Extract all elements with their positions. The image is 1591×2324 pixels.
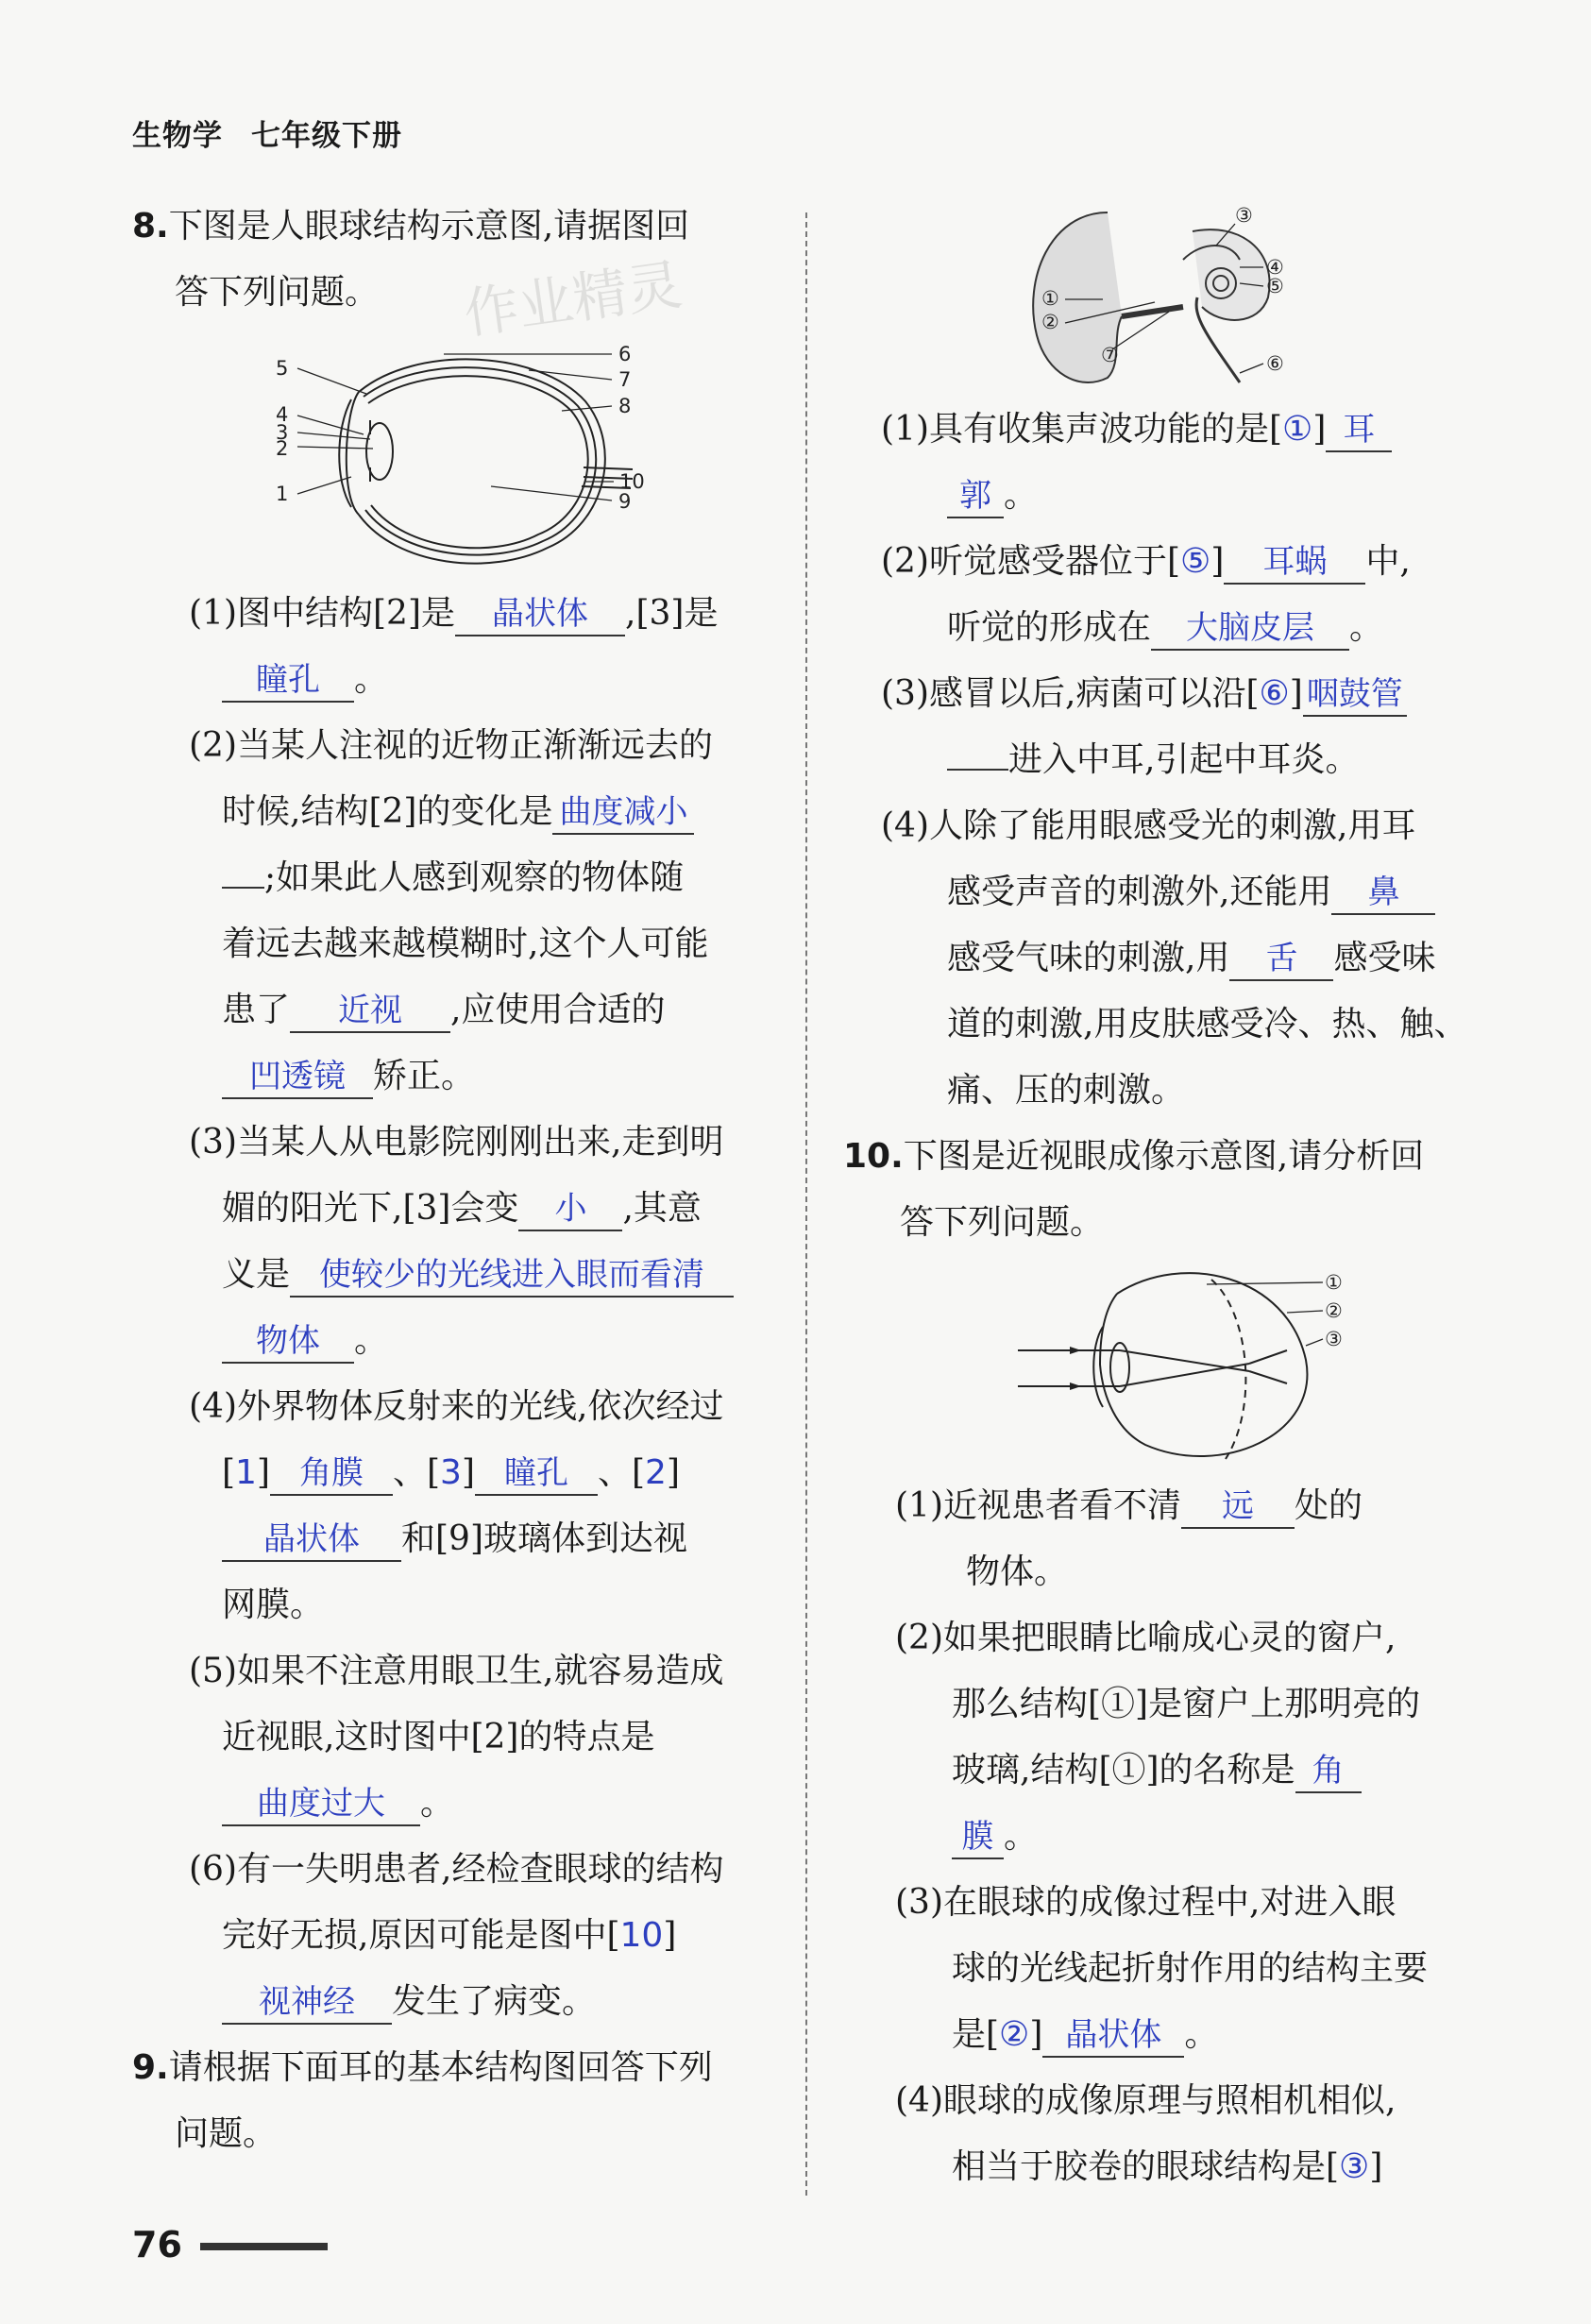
- q8-p3-text: 义是: [222, 1255, 291, 1294]
- eyeball-diagram: [132, 326, 774, 581]
- question-10: [843, 1124, 1504, 2200]
- q8-p6-text: ]: [663, 1916, 677, 1955]
- q9-p3-text: 进入中耳,引起中耳炎。: [1008, 740, 1360, 779]
- q8-p2-text: 患了: [222, 991, 291, 1029]
- answer-blank[interactable]: 舌: [1229, 938, 1333, 981]
- q9-p4-text: 感受气味的刺激,用: [947, 939, 1230, 977]
- eye-label-7: 7: [618, 368, 632, 391]
- q10-p2-text: 。: [1004, 1817, 1039, 1856]
- page-number: 76: [132, 2224, 182, 2265]
- watermark: 作业精灵: [460, 252, 686, 347]
- page-number-bar: [200, 2243, 328, 2250]
- eye-label-3: 3: [276, 421, 289, 444]
- answer-blank[interactable]: 曲度减小: [552, 791, 694, 835]
- q10-p1-text: 物体。: [966, 1552, 1069, 1591]
- question-number: 9.: [132, 2048, 169, 2087]
- eye-label-2: 2: [276, 437, 289, 460]
- q9-p4-text: 感受声音的刺激外,还能用: [947, 873, 1332, 911]
- answer-number: ②: [999, 2015, 1030, 2054]
- answer-number: 10: [619, 1916, 664, 1955]
- myopia-label-3: ③: [1325, 1328, 1343, 1350]
- ear-label-4: ④: [1266, 256, 1284, 279]
- myopia-label-1: ①: [1325, 1271, 1343, 1294]
- answer-blank[interactable]: 物体: [222, 1320, 354, 1364]
- q8-p6-text: 发生了病变。: [392, 1982, 597, 2021]
- answer-blank-cont: [947, 769, 1008, 771]
- q10-p3-text: (3)在眼球的成像过程中,对进入眼: [895, 1883, 1396, 1922]
- ear-label-3: ③: [1235, 204, 1253, 227]
- left-column: [132, 194, 774, 2167]
- q9-p2-text: 。: [1349, 608, 1384, 647]
- grade-title: 七年级下册: [251, 119, 402, 153]
- q8-p6-text: (6)有一失明患者,经检查眼球的结构: [189, 1850, 724, 1889]
- answer-number: 2: [645, 1453, 667, 1492]
- question-number: 10.: [843, 1137, 904, 1176]
- q9-p1-text: ]: [1312, 410, 1327, 449]
- ear-label-6: ⑥: [1266, 352, 1284, 375]
- ear-label-5: ⑤: [1266, 275, 1284, 297]
- q9-p2-text: ]: [1210, 542, 1225, 581]
- q8-p6-text: 完好无损,原因可能是图中[: [222, 1916, 620, 1955]
- ear-label-1: ①: [1041, 287, 1059, 310]
- q8-p3-text: ,其意: [622, 1189, 702, 1228]
- q8-p5-text: 。: [420, 1784, 455, 1823]
- q10-p3-text: ]: [1029, 2015, 1043, 2054]
- q10-p4-text: ]: [1369, 2147, 1383, 2186]
- answer-blank[interactable]: 郭: [947, 475, 1004, 518]
- right-column: [843, 194, 1504, 2200]
- answer-number: ⑥: [1259, 674, 1290, 713]
- q8-p2-text: 矫正。: [373, 1057, 476, 1095]
- question-8: 8.下图是人眼球结构示意图,请据图回 答下列问题。 5 4 3 2 1 6 7 8 9 10 (1)图中结构[2]是 晶状体 ,[3]是 瞳孔 。 (2)当某人注视的近物正渐渐远去的 时候,结构[2]的变化是 曲度减小 ;如果此人感到观察的物体随 着远去越来越模糊时,这个人可能 患了 近视 ,应使用合适的 凹透镜 矫正。 (3)当某人从电影院刚刚出来,走到明 媚的阳光下,[3]会变 小 ,其意 义是 使较少的光线进入眼而看清 物体 。 (4)外界物体反射来的光线,依次经过 [1] 角膜 、[3] 瞳孔 、[2] 晶状体 和[9]玻璃体到达视 网膜。 (5)如果不注意用眼卫生,就容易造成 近视眼,这时图中[2]的特点是 曲度过大 。 (6)有一失明患者,经检查眼球的结构 完好无损,原因可能是图中[10] 视神经 发生了病变。: [132, 194, 774, 2035]
- q8-p3-text: 媚的阳光下,[3]会变: [222, 1189, 519, 1228]
- q9-p1-text: (1)具有收集声波功能的是[: [881, 410, 1283, 449]
- q10-p1-text: 处的: [1295, 1486, 1363, 1525]
- answer-blank[interactable]: 膜: [952, 1816, 1004, 1859]
- eye-label-6: 6: [618, 343, 632, 365]
- q9-p2-text: (2)听觉感受器位于[: [881, 542, 1181, 581]
- question-9: [132, 2035, 774, 2167]
- eye-label-8: 8: [618, 395, 632, 417]
- question-stem-cont: 答下列问题。: [175, 273, 380, 312]
- q9-p3-text: (3)感冒以后,病菌可以沿[: [881, 674, 1260, 713]
- q8-p2-text: 着远去越来越模糊时,这个人可能: [222, 925, 709, 963]
- q10-p1-text: (1)近视患者看不清: [895, 1486, 1181, 1525]
- answer-number: 1: [235, 1453, 257, 1492]
- q10-p2-text: 那么结构[①]是窗户上那明亮的: [952, 1685, 1421, 1723]
- answer-blank[interactable]: 使较少的光线进入眼而看清: [290, 1254, 734, 1298]
- answer-blank[interactable]: 小: [518, 1188, 622, 1231]
- myopia-label-2: ②: [1325, 1299, 1343, 1322]
- page-header: [132, 111, 431, 154]
- q8-p2-text: 时候,结构[2]的变化是: [222, 792, 553, 831]
- answer-blank[interactable]: 耳: [1326, 409, 1392, 452]
- answer-blank[interactable]: 瞳孔: [475, 1452, 598, 1496]
- q9-p2-text: 听觉的形成在: [947, 608, 1152, 647]
- subject-title: 生物学: [132, 119, 223, 153]
- answer-number: 3: [440, 1453, 462, 1492]
- q8-p2-text: ;如果此人感到观察的物体随: [264, 858, 685, 897]
- q8-p2-text: (2)当某人注视的近物正渐渐远去的: [189, 726, 713, 765]
- q9-p4-text: 感受味: [1333, 939, 1436, 977]
- q9-p2-text: 中,: [1365, 542, 1411, 581]
- q8-p3-text: (3)当某人从电影院刚刚出来,走到明: [189, 1123, 724, 1162]
- q8-p2-text: ,应使用合适的: [450, 991, 666, 1029]
- answer-blank[interactable]: 角: [1295, 1750, 1362, 1793]
- eye-label-10: 10: [619, 470, 645, 493]
- question-stem: 请根据下面耳的基本结构图回答下列: [168, 2048, 713, 2087]
- answer-number: ③: [1339, 2147, 1370, 2186]
- answer-blank[interactable]: 远: [1181, 1485, 1295, 1529]
- answer-number: ①: [1282, 410, 1313, 449]
- answer-blank[interactable]: 鼻: [1331, 872, 1435, 915]
- eye-label-5: 5: [276, 357, 289, 380]
- q8-p1-text: ,[3]是: [625, 594, 719, 633]
- answer-blank[interactable]: 晶状体: [1042, 2014, 1184, 2058]
- q8-p1-text: (1)图中结构[2]是: [189, 594, 455, 633]
- question-stem: 下图是人眼球结构示意图,请据图回: [168, 207, 690, 246]
- q9-p1-text: 。: [1004, 476, 1039, 515]
- question-stem-cont: 答下列问题。: [900, 1203, 1105, 1242]
- answer-blank[interactable]: 近视: [290, 990, 450, 1033]
- answer-blank[interactable]: 耳蜗: [1224, 541, 1365, 585]
- question-stem-cont: 问题。: [175, 2114, 278, 2153]
- q10-p4-text: (4)眼球的成像原理与照相机相似,: [895, 2081, 1396, 2120]
- eye-label-1: 1: [276, 483, 289, 505]
- q8-p4-text: 网膜。: [222, 1586, 325, 1624]
- q9-p4-text: 痛、压的刺激。: [947, 1071, 1186, 1110]
- ear-diagram: [881, 194, 1542, 397]
- answer-blank[interactable]: 咽鼓管: [1303, 673, 1407, 717]
- q10-p3-text: 球的光线起折射作用的结构主要: [952, 1949, 1429, 1988]
- ear-label-2: ②: [1041, 311, 1059, 333]
- q8-p4-text: (4)外界物体反射来的光线,依次经过: [189, 1387, 724, 1426]
- q10-p2-text: (2)如果把眼睛比喻成心灵的窗户,: [895, 1619, 1396, 1657]
- answer-blank[interactable]: 大脑皮层: [1151, 607, 1349, 651]
- answer-blank[interactable]: 视神经: [222, 1981, 392, 2025]
- answer-blank[interactable]: 曲度过大: [222, 1783, 420, 1826]
- myopia-diagram: [843, 1256, 1504, 1473]
- answer-number: ⑤: [1180, 542, 1211, 581]
- q9-p3-text: ]: [1289, 674, 1303, 713]
- eye-label-9: 9: [618, 490, 632, 513]
- q10-p2-text: 玻璃,结构[①]的名称是: [952, 1751, 1295, 1790]
- question-stem: 下图是近视眼成像示意图,请分析回: [903, 1137, 1425, 1176]
- q10-p4-text: 相当于胶卷的眼球结构是[: [952, 2147, 1340, 2186]
- q9-p4-text: (4)人除了能用眼感受光的刺激,用耳: [881, 806, 1416, 845]
- q8-p5-text: (5)如果不注意用眼卫生,就容易造成: [189, 1652, 724, 1690]
- q8-p4-text: 和[9]玻璃体到达视: [401, 1519, 687, 1558]
- q8-p3-text: 。: [354, 1321, 389, 1360]
- question-number: 8.: [132, 207, 169, 246]
- answer-blank[interactable]: 凹透镜: [222, 1056, 373, 1099]
- q8-p5-text: 近视眼,这时图中[2]的特点是: [222, 1718, 655, 1756]
- answer-blank[interactable]: 瞳孔: [222, 659, 354, 703]
- answer-blank[interactable]: 角膜: [270, 1452, 393, 1496]
- answer-blank[interactable]: 晶状体: [222, 1518, 401, 1562]
- column-divider: [805, 212, 807, 2196]
- q10-p3-text: 是[: [952, 2015, 1000, 2054]
- answer-blank-cont: [222, 887, 264, 889]
- ear-label-7: ⑦: [1101, 344, 1119, 366]
- q10-p3-text: 。: [1184, 2015, 1219, 2054]
- answer-blank[interactable]: 晶状体: [455, 593, 625, 636]
- eye-label-4: 4: [276, 403, 289, 426]
- q9-p4-text: 道的刺激,用皮肤感受冷、热、触、: [947, 1005, 1468, 1043]
- q8-p1-text: 。: [354, 660, 389, 699]
